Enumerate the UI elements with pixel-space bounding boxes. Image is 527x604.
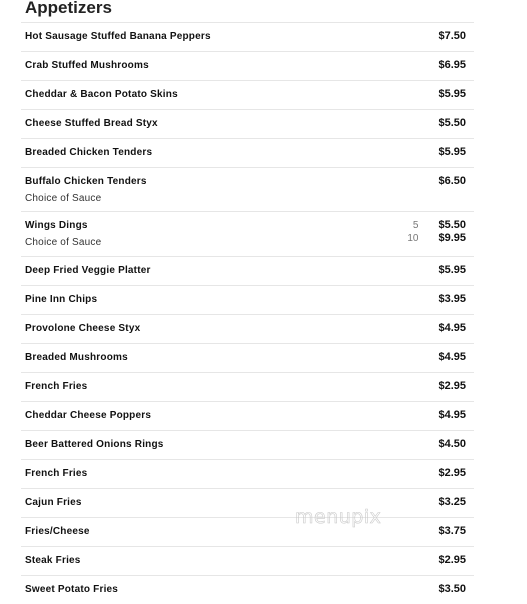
menu-item	[21, 546, 474, 575]
item-price: $4.95	[438, 322, 466, 334]
item-price: $2.95	[438, 467, 466, 479]
item-description: Choice of Sauce	[25, 193, 102, 204]
menu-item	[21, 343, 474, 372]
size-option	[398, 232, 466, 244]
item-price: $5.95	[438, 264, 466, 276]
item-price: $3.95	[438, 293, 466, 305]
size-label: 5	[412, 220, 419, 231]
menu-item	[21, 167, 474, 211]
item-name: Cheese Stuffed Bread Styx	[25, 118, 158, 129]
item-name: Provolone Cheese Styx	[25, 323, 141, 334]
item-price: $2.95	[438, 554, 466, 566]
item-price: $3.50	[438, 583, 466, 595]
item-name: Breaded Mushrooms	[25, 352, 128, 363]
item-description: Choice of Sauce	[25, 237, 102, 248]
menu-item	[21, 401, 474, 430]
item-price: $6.95	[438, 59, 466, 71]
menu-item	[21, 372, 474, 401]
item-name: Cajun Fries	[25, 497, 82, 508]
menu-item	[21, 285, 474, 314]
item-name: Steak Fries	[25, 555, 81, 566]
menu-item	[21, 430, 474, 459]
item-price: $3.25	[438, 496, 466, 508]
item-name: Deep Fried Veggie Platter	[25, 265, 151, 276]
item-name: Hot Sausage Stuffed Banana Peppers	[25, 31, 211, 42]
menu-list	[21, 22, 474, 604]
item-name: Cheddar & Bacon Potato Skins	[25, 89, 178, 100]
item-name: Breaded Chicken Tenders	[25, 147, 153, 158]
item-price: $4.50	[438, 438, 466, 450]
item-name: Pine Inn Chips	[25, 294, 98, 305]
watermark-logo: menupix	[295, 506, 382, 528]
section-title: Appetizers	[25, 0, 112, 17]
item-price: $7.50	[438, 30, 466, 42]
item-name: Fries/Cheese	[25, 526, 90, 537]
menu-item	[21, 138, 474, 167]
menu-item	[21, 109, 474, 138]
item-name: Beer Battered Onions Rings	[25, 439, 164, 450]
item-name: Cheddar Cheese Poppers	[25, 410, 152, 421]
item-name: Crab Stuffed Mushrooms	[25, 60, 149, 71]
size-label: 10	[407, 233, 419, 244]
menu-item	[21, 314, 474, 343]
menu-item	[21, 22, 474, 51]
menu-item	[21, 211, 474, 256]
menu-item	[21, 488, 474, 517]
item-price: $3.75	[438, 525, 466, 537]
menu-item	[21, 459, 474, 488]
item-price: $2.95	[438, 380, 466, 392]
size-price: $9.95	[438, 232, 466, 244]
size-price: $5.50	[438, 219, 466, 231]
item-price: $5.95	[438, 88, 466, 100]
size-option	[398, 219, 466, 231]
item-price: $5.95	[438, 146, 466, 158]
menu-item	[21, 51, 474, 80]
item-price: $4.95	[438, 409, 466, 421]
item-price: $6.50	[438, 175, 466, 187]
item-name: French Fries	[25, 468, 88, 479]
item-name: Wings Dings	[25, 220, 88, 231]
item-price: $4.95	[438, 351, 466, 363]
menu-item	[21, 256, 474, 285]
item-name: French Fries	[25, 381, 88, 392]
item-name: Sweet Potato Fries	[25, 584, 119, 595]
item-name: Buffalo Chicken Tenders	[25, 176, 147, 187]
menu-item	[21, 517, 474, 546]
item-price: $5.50	[438, 117, 466, 129]
menu-item	[21, 80, 474, 109]
